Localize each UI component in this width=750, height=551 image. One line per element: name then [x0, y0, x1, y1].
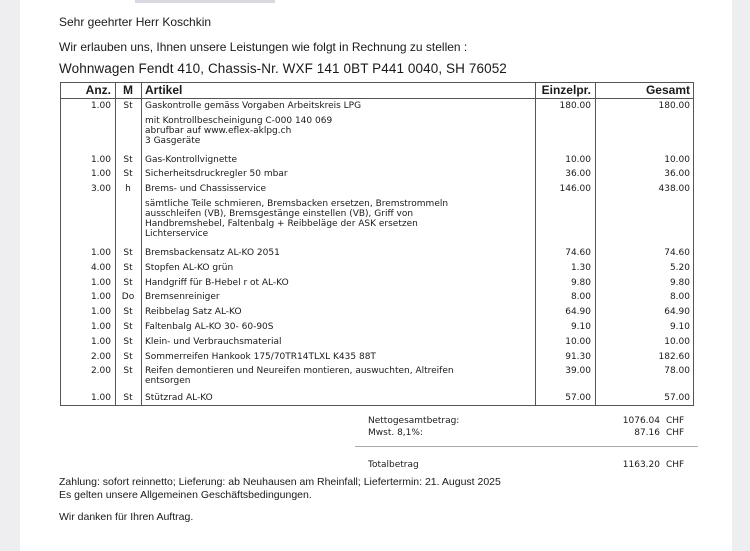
row-anz: 3.00: [90, 184, 111, 194]
row-unit: St: [123, 393, 133, 403]
row-anz: 1.00: [90, 337, 111, 347]
thanks-text: Wir danken für Ihren Auftrag.: [59, 511, 194, 523]
row-artikel: Sicherheitsdruckregler 50 mbar: [145, 169, 288, 179]
row-unit: St: [123, 248, 133, 258]
page-top-edge: [135, 0, 275, 3]
column-divider: [595, 83, 596, 405]
subject-line: Wohnwagen Fendt 410, Chassis-Nr. WXF 141 0BT P441 0040, SH 76052: [59, 61, 507, 76]
row-gesamt: 10.00: [664, 337, 690, 347]
row-unit: St: [123, 322, 133, 332]
header-artikel: Artikel: [145, 83, 183, 97]
intro-text: Wir erlauben uns, Ihnen unsere Leistungen wie folgt in Rechnung zu stellen :: [59, 40, 468, 54]
row-unit: St: [123, 169, 133, 179]
row-gesamt: 180.00: [658, 101, 690, 111]
total-label: Totalbetrag: [368, 460, 419, 470]
row-gesamt: 8.00: [669, 292, 690, 302]
row-einzelpr: 64.90: [565, 307, 591, 317]
row-einzelpr: 74.60: [565, 248, 591, 258]
row-anz: 2.00: [90, 366, 111, 376]
row-unit: St: [123, 366, 133, 376]
row-gesamt: 78.00: [664, 366, 690, 376]
row-anz: 2.00: [90, 352, 111, 362]
row-gesamt: 5.20: [669, 263, 690, 273]
netto-label: Nettogesamtbetrag:: [368, 416, 460, 426]
row-anz: 1.00: [90, 292, 111, 302]
row-unit: St: [123, 263, 133, 273]
row-artikel: Klein- und Verbrauchsmaterial: [145, 337, 282, 347]
mwst-value: 87.16: [634, 428, 660, 438]
row-artikel: Reifen demontieren und Neureifen montieren, auswuchten, Altreifen entsorgen: [145, 366, 454, 386]
row-unit: St: [123, 352, 133, 362]
table-header: [61, 83, 693, 99]
row-einzelpr: 8.00: [570, 292, 591, 302]
row-einzelpr: 91.30: [565, 352, 591, 362]
row-anz: 1.00: [90, 322, 111, 332]
row-gesamt: 10.00: [664, 155, 690, 165]
row-einzelpr: 10.00: [565, 337, 591, 347]
row-artikel: Gaskontrolle gemäss Vorgaben Arbeitskreis LPG: [145, 101, 362, 111]
row-unit: Do: [121, 292, 135, 302]
row-gesamt: 57.00: [664, 393, 690, 403]
netto-currency: CHF: [666, 416, 685, 426]
row-gesamt: 9.10: [669, 322, 690, 332]
row-artikel: Bremsenreiniger: [145, 292, 220, 302]
row-artikel: Stopfen AL-KO grün: [145, 263, 234, 273]
row-einzelpr: 1.30: [570, 263, 591, 273]
greeting: Sehr geehrter Herr Koschkin: [59, 15, 212, 29]
row-artikel: mit Kontrollbescheinigung C-000 140 069 abrufbar auf www.eflex-aklpg.ch 3 Gasgeräte: [145, 116, 333, 146]
totals-divider: [355, 446, 698, 447]
row-artikel: Stützrad AL-KO: [145, 393, 213, 403]
row-einzelpr: 9.80: [570, 278, 591, 288]
row-unit: St: [123, 307, 133, 317]
row-anz: 1.00: [90, 278, 111, 288]
row-anz: 4.00: [90, 263, 111, 273]
row-unit: St: [123, 278, 133, 288]
row-artikel: sämtliche Teile schmieren, Bremsbacken ersetzen, Bremstrommeln ausschleifen (VB), Bremsgestänge einstellen (VB), Griff von Handbremshebel, Faltenbalg + Reibbeläge der ASK ersetzen Lichterservice: [145, 199, 449, 239]
row-unit: St: [123, 155, 133, 165]
header-anz: Anz.: [85, 83, 111, 97]
row-artikel: Faltenbalg AL-KO 30- 60-90S: [145, 322, 274, 332]
row-einzelpr: 146.00: [559, 184, 591, 194]
invoice-table: [60, 82, 694, 406]
header-gesamt: Gesamt: [645, 83, 690, 97]
row-gesamt: 64.90: [664, 307, 690, 317]
row-anz: 1.00: [90, 101, 111, 111]
row-artikel: Handgriff für B-Hebel r ot AL-KO: [145, 278, 289, 288]
row-gesamt: 36.00: [664, 169, 690, 179]
row-unit: h: [125, 184, 131, 194]
row-einzelpr: 57.00: [565, 393, 591, 403]
row-unit: St: [123, 337, 133, 347]
row-anz: 1.00: [90, 248, 111, 258]
row-gesamt: 182.60: [658, 352, 690, 362]
row-einzelpr: 10.00: [565, 155, 591, 165]
mwst-currency: CHF: [666, 428, 685, 438]
row-gesamt: 438.00: [658, 184, 690, 194]
row-einzelpr: 180.00: [559, 101, 591, 111]
total-currency: CHF: [666, 460, 685, 470]
column-divider: [141, 83, 142, 405]
row-einzelpr: 39.00: [565, 366, 591, 376]
row-artikel: Brems- und Chassisservice: [145, 184, 267, 194]
header-m: M: [123, 83, 133, 97]
row-einzelpr: 36.00: [565, 169, 591, 179]
total-value: 1163.20: [622, 460, 660, 470]
row-anz: 1.00: [90, 155, 111, 165]
row-artikel: Sommerreifen Hankook 175/70TR14TLXL K435 88T: [145, 352, 376, 362]
row-anz: 1.00: [90, 393, 111, 403]
row-artikel: Reibbelag Satz AL-KO: [145, 307, 242, 317]
row-anz: 1.00: [90, 169, 111, 179]
row-einzelpr: 9.10: [570, 322, 591, 332]
column-divider: [115, 83, 116, 405]
payment-terms: Zahlung: sofort reinnetto; Lieferung: ab Neuhausen am Rheinfall; Liefertermin: 21. August 2025: [59, 476, 501, 488]
conditions-text: Es gelten unsere Allgemeinen Geschäftsbedingungen.: [59, 489, 312, 501]
mwst-label: Mwst. 8,1%:: [368, 428, 423, 438]
invoice-page: [20, 0, 732, 551]
row-anz: 1.00: [90, 307, 111, 317]
row-artikel: Bremsbackensatz AL-KO 2051: [145, 248, 280, 258]
row-artikel: Gas-Kontrollvignette: [145, 155, 238, 165]
row-gesamt: 74.60: [664, 248, 690, 258]
row-gesamt: 9.80: [669, 278, 690, 288]
header-einzelpr: Einzelpr.: [541, 83, 591, 97]
row-unit: St: [123, 101, 133, 111]
netto-value: 1076.04: [622, 416, 660, 426]
